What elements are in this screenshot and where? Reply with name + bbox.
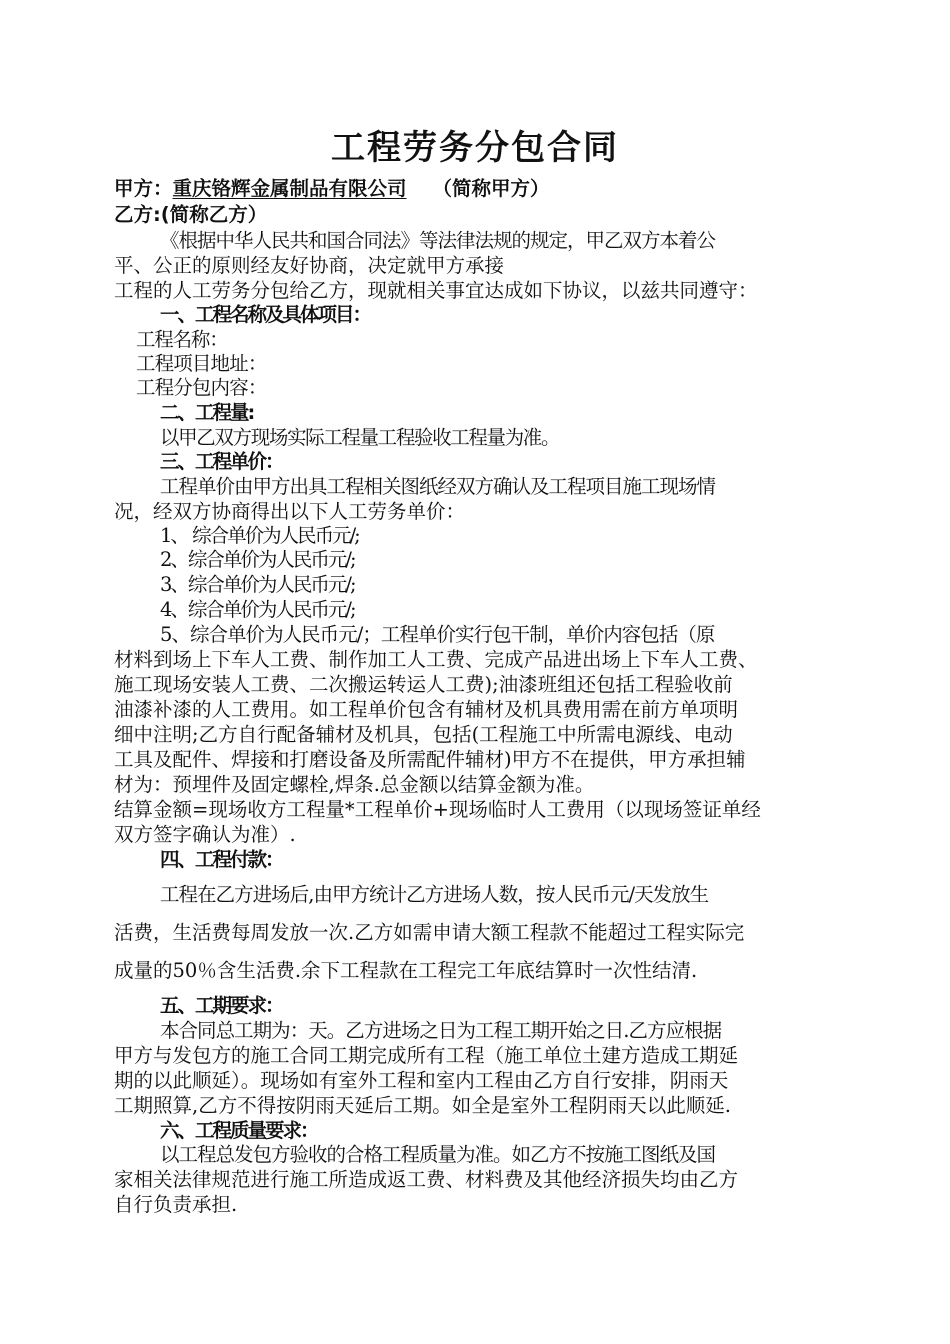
unit-price-item: 2、综合单价为人民币元/; xyxy=(160,548,355,571)
paragraph-line: 以甲乙双方现场实际工程量工程验收工程量为准。 xyxy=(160,426,560,449)
party-a-line xyxy=(114,176,854,202)
party-a-company: 重庆铬辉金属制品有限公司 xyxy=(172,177,407,200)
paragraph-line: 工程在乙方进场后,由甲方统计乙方进场人数，按人民币元/天发放生 xyxy=(160,883,709,906)
paragraph-line: 况，经双方协商得出以下人工劳务单价： xyxy=(114,500,466,523)
unit-price-item: 5、综合单价为人民币元/；工程单价实行包干制，单价内容包括（原 xyxy=(160,623,715,646)
paragraph-line: 细中注明;乙方自行配备辅材及机具，包括(工程施工中所需电源线、电动 xyxy=(114,723,733,746)
party-a-label: 甲方： xyxy=(114,177,173,200)
section-heading: 三、工程单价： xyxy=(160,450,283,473)
paragraph-line: 甲方与发包方的施工合同工期完成所有工程（施工单位土建方造成工期延 xyxy=(114,1044,739,1067)
paragraph-line: 双方签字确认为准）. xyxy=(114,823,296,846)
unit-price-item: 3、综合单价为人民币元/; xyxy=(160,573,355,596)
paragraph-line: 工具及配件、焊接和打磨设备及所需配件辅材)甲方不在提供，甲方承担辅 xyxy=(114,748,746,771)
section-heading: 五、工期要求： xyxy=(160,994,283,1017)
paragraph-line: 期的以此顺延）。现场如有室外工程和室内工程由乙方自行安排，阴雨天 xyxy=(114,1069,729,1092)
section-heading: 六、工程质量要求： xyxy=(160,1119,318,1142)
unit-price-item: 1、 综合单价为人民币元/; xyxy=(160,524,359,547)
paragraph-line: 成量的50％含生活费.余下工程款在工程完工年底结算时一次性结清. xyxy=(114,959,698,982)
paragraph-line: 工期照算,乙方不得按阴雨天延后工期。如全是室外工程阴雨天以此顺延. xyxy=(114,1094,731,1117)
party-a-suffix: （简称甲方） xyxy=(432,177,550,200)
subcontract-content-field: 工程分包内容： xyxy=(136,376,267,399)
section-heading: 二、工程量: xyxy=(160,401,254,424)
project-name-field: 工程名称： xyxy=(136,328,228,351)
intro-line: 《根据中华人民共和国合同法》等法律法规的规定，甲乙双方本着公 xyxy=(160,229,716,252)
paragraph-line: 工程单价由甲方出具工程相关图纸经双方确认及工程项目施工现场情 xyxy=(160,475,716,498)
paragraph-line: 油漆补漆的人工费用。如工程单价包含有辅材及机具费用需在前方单项明 xyxy=(114,698,739,721)
intro-line: 工程的人工劳务分包给乙方，现就相关事宜达成如下协议，以兹共同遵守： xyxy=(114,279,758,302)
paragraph-line: 本合同总工期为：天。乙方进场之日为工程工期开始之日.乙方应根据 xyxy=(160,1019,722,1042)
paragraph-line: 材料到场上下车人工费、制作加工人工费、完成产品进出场上下车人工费、 xyxy=(114,648,758,671)
paragraph-line: 自行负责承担. xyxy=(114,1193,238,1216)
section-heading: 四、工程付款： xyxy=(160,848,283,871)
unit-price-item: 4、综合单价为人民币元/; xyxy=(160,598,355,621)
project-address-field: 工程项目地址： xyxy=(136,352,267,375)
paragraph-line: 家相关法律规范进行施工所造成返工费、材料费及其他经济损失均由乙方 xyxy=(114,1168,739,1191)
paragraph-line: 活费，生活费每周发放一次.乙方如需申请大额工程款不能超过工程实际完 xyxy=(114,921,745,944)
paragraph-line: 材为：预埋件及固定螺栓,焊条.总金额以结算金额为准。 xyxy=(114,773,595,796)
section-heading: 一、工程名称及具体项目： xyxy=(160,303,371,326)
document-title: 工程劳务分包合同 xyxy=(331,128,619,168)
paragraph-line: 以工程总发包方验收的合格工程质量为准。如乙方不按施工图纸及国 xyxy=(160,1143,716,1166)
paragraph-line: 施工现场安装人工费、二次搬运转运人工费);油漆班组还包括工程验收前 xyxy=(114,673,733,696)
party-b-line: 乙方:(简称乙方） xyxy=(114,203,268,226)
intro-line: 平、公正的原则经友好协商，决定就甲方承接 xyxy=(114,254,505,277)
paragraph-line: 结算金额=现场收方工程量*工程单价+现场临时人工费用（以现场签证单经 xyxy=(114,798,761,821)
